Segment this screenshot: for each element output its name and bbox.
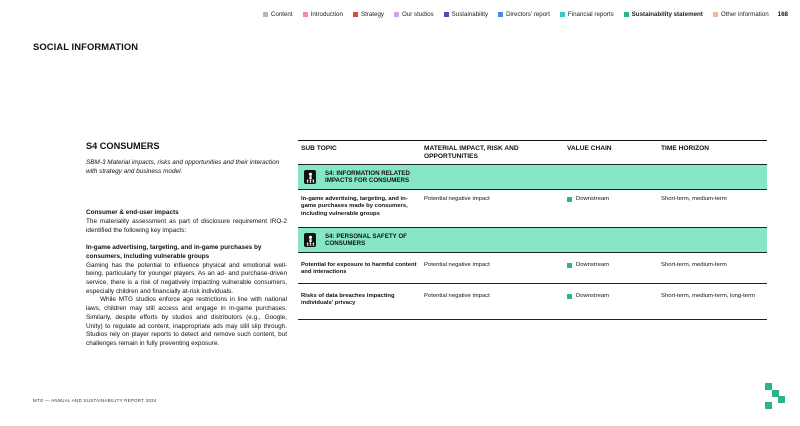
downstream-square-icon bbox=[567, 263, 572, 268]
advertising-subheading: In-game advertising, targeting, and in-game purchases by consumers, including vulnerable groups bbox=[86, 244, 262, 260]
nav-swatch-icon bbox=[560, 12, 565, 17]
page-number: 168 bbox=[777, 11, 788, 18]
table-header-row bbox=[298, 141, 767, 165]
header-value-chain: VALUE CHAIN bbox=[567, 145, 612, 152]
mtg-logo-icon bbox=[765, 383, 785, 410]
value-chain-cell: Downstream bbox=[567, 293, 661, 319]
time-horizon-cell: Short-term, medium-term, long-term bbox=[661, 293, 755, 299]
category-row-safety bbox=[298, 228, 767, 253]
impacts-paragraph: The materiality assessment as part of disclosure requirement IRO-2 identified the following key impacts: bbox=[86, 218, 287, 234]
nav-item-directors-report[interactable]: Directors' report bbox=[498, 11, 550, 18]
category-label: S4: PERSONAL SAFETY OF CONSUMERS bbox=[325, 232, 407, 247]
impacts-table bbox=[298, 140, 767, 320]
nav-swatch-icon bbox=[303, 12, 308, 17]
people-icon bbox=[304, 170, 316, 184]
footer-text: MTG — ANNUAL AND SUSTAINABILITY REPORT 2024 bbox=[33, 398, 157, 403]
nav-swatch-icon bbox=[263, 12, 268, 17]
downstream-square-icon bbox=[567, 294, 572, 299]
impacts-subheading: Consumer & end-user impacts bbox=[86, 209, 179, 217]
nav-swatch-icon bbox=[624, 12, 629, 17]
nav-item-sustainability-statement[interactable]: Sustainability statement bbox=[624, 11, 703, 18]
people-icon bbox=[304, 233, 316, 247]
value-chain-cell: Downstream bbox=[567, 262, 661, 283]
nav-swatch-icon bbox=[394, 12, 399, 17]
intro-text: SBM-3 Material impacts, risks and opportunities and their interaction with strategy and business model. bbox=[86, 159, 280, 176]
advertising-paragraph: Gaming has the potential to influence physical and emotional well-being, particularly for younger players. As an ad- and purchase-driven service, there is a risk of negatively impacting vulnerable consumers, especially children and financially at-risk individuals. bbox=[86, 261, 287, 295]
header-time-horizon: TIME HORIZON bbox=[661, 145, 709, 152]
nav-item-financial-reports[interactable]: Financial reports bbox=[560, 11, 614, 18]
consumers-text-column bbox=[86, 141, 287, 349]
sub-topic-cell: In-game advertising, targeting, and in-game purchases made by consumers, including vulnerable groups bbox=[301, 196, 408, 217]
nav-item-content[interactable]: Content bbox=[263, 11, 293, 18]
category-row-information bbox=[298, 165, 767, 190]
nav-item-strategy[interactable]: Strategy bbox=[353, 11, 384, 18]
value-chain-cell: Downstream bbox=[567, 196, 661, 227]
section-title: SOCIAL INFORMATION bbox=[33, 41, 139, 52]
top-navigation bbox=[253, 11, 788, 18]
impact-cell: Potential negative impact bbox=[424, 196, 490, 202]
table-row bbox=[298, 284, 767, 320]
nav-swatch-icon bbox=[713, 12, 718, 17]
header-material-impact: MATERIAL IMPACT, RISK AND OPPORTUNITIES bbox=[424, 145, 519, 160]
nav-swatch-icon bbox=[353, 12, 358, 17]
header-sub-topic: SUB TOPIC bbox=[301, 145, 337, 152]
table-row bbox=[298, 190, 767, 228]
nav-item-introduction[interactable]: Introduction bbox=[303, 11, 343, 18]
age-restrictions-paragraph: While MTG studios enforce age restrictions in line with national laws, children may still access and engage in in-game purchases. Similarly, despite efforts by studios and distributors (e.g., Google, Unity) to regulate ad content, inappropriate ads may still slip through. Studios rely on player reports to detect and remove such content, but challenges remain in fully preventing exposure. bbox=[86, 296, 287, 347]
nav-item-sustainability[interactable]: Sustainability bbox=[444, 11, 488, 18]
time-horizon-cell: Short-term, medium-term bbox=[661, 196, 727, 202]
time-horizon-cell: Short-term, medium-term bbox=[661, 262, 727, 268]
downstream-square-icon bbox=[567, 197, 572, 202]
impact-cell: Potential negative impact bbox=[424, 262, 490, 268]
impact-cell: Potential negative impact bbox=[424, 293, 490, 299]
sub-topic-cell: Risks of data breaches impacting individuals' privacy bbox=[301, 293, 395, 307]
nav-swatch-icon bbox=[498, 12, 503, 17]
nav-item-other-information[interactable]: Other information bbox=[713, 11, 769, 18]
nav-item-our-studios[interactable]: Our studios bbox=[394, 11, 434, 18]
table-row bbox=[298, 253, 767, 284]
sub-topic-cell: Potential for exposure to harmful content and interactions bbox=[301, 262, 417, 276]
consumers-heading: S4 CONSUMERS bbox=[86, 141, 160, 151]
nav-swatch-icon bbox=[444, 12, 449, 17]
category-label: S4: INFORMATION RELATED IMPACTS FOR CONSUMERS bbox=[325, 169, 411, 184]
